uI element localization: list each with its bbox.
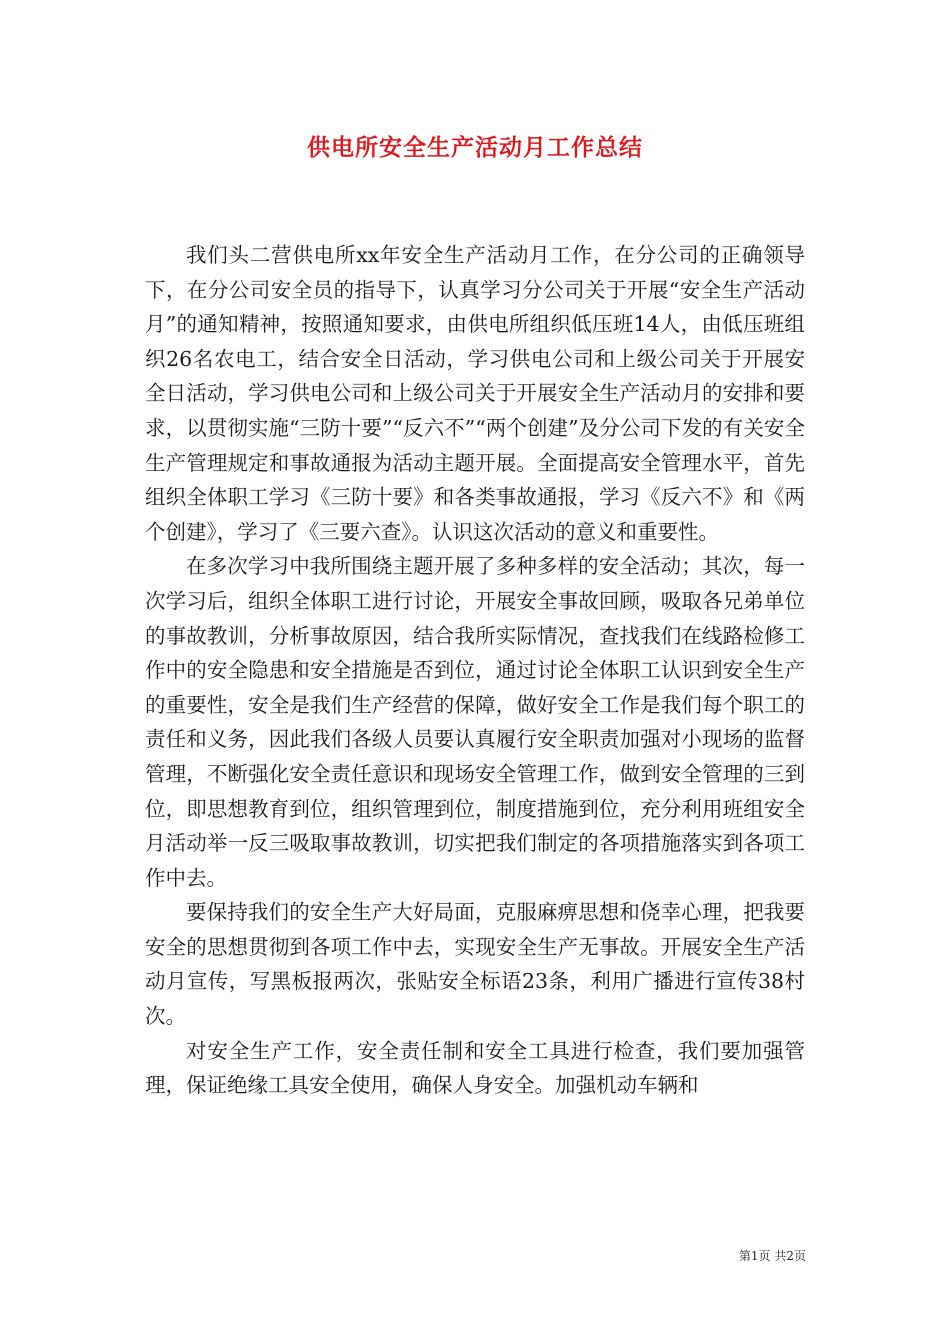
paragraph-4: 对安全生产工作，安全责任制和安全工具进行检查，我们要加强管理，保证绝缘工具安全使用，确保人身安全。加强机动车辆和 <box>145 1038 805 1098</box>
page-number: 第1页 共2页 <box>738 1249 806 1263</box>
paragraph-3: 要保持我们的安全生产大好局面，克服麻痹思想和侥幸心理，把我要安全的思想贯彻到各项工作中去，实现安全生产无事故。开展安全生产活动月宣传，写黑板报两次，张贴安全标语23条，利用广播进行宣传38村次。 <box>145 900 805 1029</box>
paragraph-1: 我们头二营供电所xx年安全生产活动月工作，在分公司的正确领导下，在分公司安全员的指导下，认真学习分公司关于开展“安全生产活动月”的通知精神，按照通知要求，由供电所组织低压班14人，由低压班组织26名农电工，结合安全日活动，学习供电公司和上级公司关于开展安全日活动，学习供电公司和上级公司关于开展安全生产活动月的安排和要求，以贯彻实施“三防十要”“反六不”“两个创建”及分公司下发的有关安全生产管理规定和事故通报为活动主题开展。全面提高安全管理水平，首先组织全体职工学习《三防十要》和各类事故通报，学习《反六不》和《两个创建》，学习了《三要六查》。认识这次活动的意义和重要性。 <box>145 243 805 544</box>
document-title: 供电所安全生产活动月工作总结 <box>307 134 643 161</box>
document-body <box>145 238 805 1103</box>
paragraph-2: 在多次学习中我所围绕主题开展了多种多样的安全活动；其次，每一次学习后，组织全体职工进行讨论，开展安全事故回顾，吸取各兄弟单位的事故教训，分析事故原因，结合我所实际情况，查找我们在线路检修工作中的安全隐患和安全措施是否到位，通过讨论全体职工认识到安全生产的重要性，安全是我们生产经营的保障，做好安全工作是我们每个职工的责任和义务，因此我们各级人员要认真履行安全职责加强对小现场的监督管理，不断强化安全责任意识和现场安全管理工作，做到安全管理的三到位，即思想教育到位，组织管理到位，制度措施到位，充分利用班组安全月活动举一反三吸取事故教训，切实把我们制定的各项措施落实到各项工作中去。 <box>145 554 805 890</box>
